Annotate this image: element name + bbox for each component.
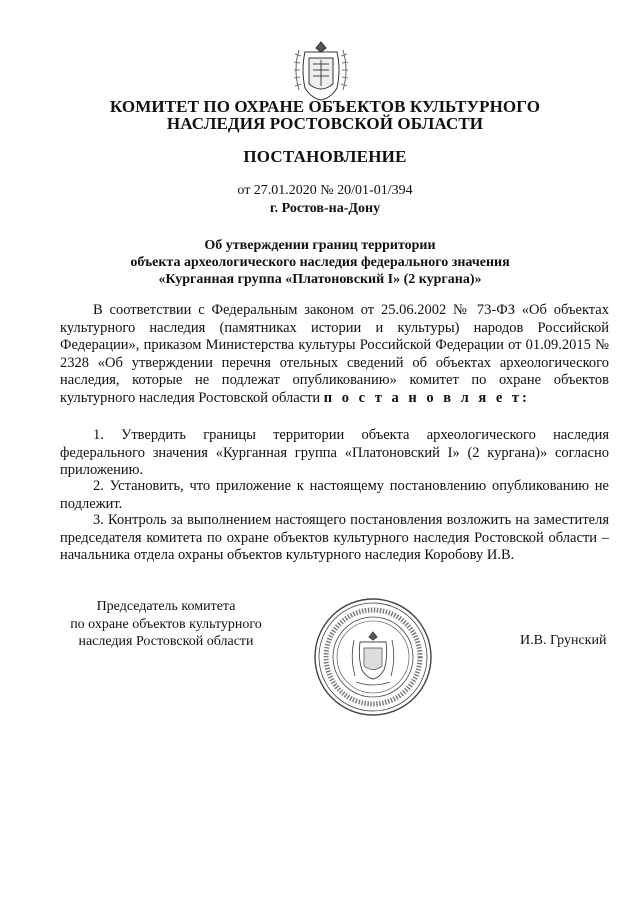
organization-line-2: НАСЛЕДИЯ РОСТОВСКОЙ ОБЛАСТИ [166,114,484,133]
official-seal-icon [312,596,434,718]
item-3: 3. Контроль за выполнением настоящего постановления возложить на заместителя председателя комитета по охране объектов культурного наследия Ростовской области – начальника отдела охраны объектов культурного наследия Коробову И.В. [60,512,609,563]
signer-name: И.В. Грунский [520,633,607,648]
signer-position-line-1: Председатель комитета [96,599,236,614]
title-line-3: «Курганная группа «Платоновский I» (2 кургана)» [158,272,482,287]
signer-position-line-2: по охране объектов культурного [70,616,262,632]
title-line-1: Об утверждении границ территории [204,238,436,253]
coat-of-arms-icon [291,40,351,102]
preamble-paragraph [60,302,609,407]
item-2: 2. Установить, что приложение к настоящему постановлению опубликованию не подлежит. [60,478,609,512]
item-1: 1. Утвердить границы территории объекта археологического наследия федерального значения «Курганная группа «Платоновский I» (2 кургана)» согласно приложению. [60,427,609,478]
title-line-2: объекта археологического наследия федерального значения [130,255,510,270]
decree-word: п о с т а н о в л я е т: [323,389,530,406]
organization-name [60,98,590,132]
document-title [80,237,560,288]
organization-line-1: КОМИТЕТ ПО ОХРАНЕ ОБЪЕКТОВ КУЛЬТУРНОГО [109,97,541,116]
preamble-text: В соответствии с Федеральным законом от 25.06.2002 № 73-ФЗ «Об объектах культурного наследия (памятниках истории и культуры) народов Российской Федерации», приказом Министерства культуры Российской Федерации от 01.09.2015 № 2328 «Об утверждении перечня отельных сведений об объектах археологического наследия, которые не подлежат опубликованию» комитет по охране объектов культурного наследия Ростовской области [60,302,609,406]
signer-position [56,598,276,651]
document-type: ПОСТАНОВЛЕНИЕ [243,147,407,166]
signer-position-line-3: наследия Ростовской области [78,634,254,649]
city: г. Ростов-на-Дону [269,201,381,216]
date-number: от 27.01.2020 № 20/01-01/394 [237,183,413,198]
